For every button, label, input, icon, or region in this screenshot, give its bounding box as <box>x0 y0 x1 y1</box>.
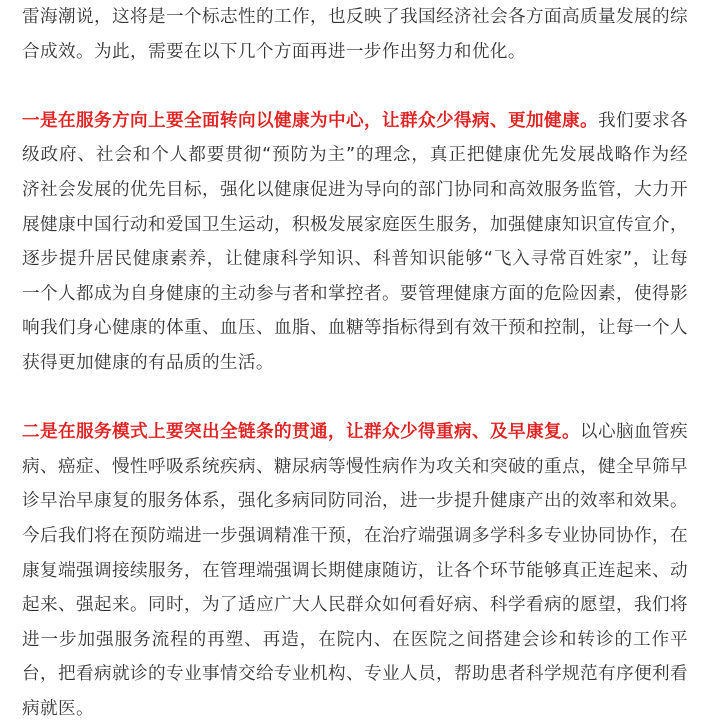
point-two-paragraph <box>22 415 688 726</box>
point-one-heading: 一是在服务方向上要全面转向以健康为中心，让群众少得病、更加健康。 <box>22 110 598 131</box>
point-two-body: 以心脑血管疾病、癌症、慢性呼吸系统疾病、糖尿病等慢性病作为攻关和突破的重点，健全早筛早诊早治早康复的服务体系，强化多病同防同治，进一步提升健康产出的效率和效果。今后我们将在预防端进一步强调精准干预，在治疗端强调多学科多专业协同协作，在康复端强调接续服务，在管理端强调长期健康随访，让各个环节能够真正连起来、动起来、强起来。同时，为了适应广大人民群众如何看好病、科学看病的愿望，我们将进一步加强服务流程的再塑、再造，在院内、在医院之间搭建会诊和转诊的工作平台，把看病就诊的专业事情交给专业机构、专业人员，帮助患者科学规范有序便利看病就医。 <box>22 422 688 719</box>
point-one-paragraph <box>22 104 688 381</box>
article-body <box>22 0 688 726</box>
intro-paragraph: 雷海潮说，这将是一个标志性的工作，也反映了我国经济社会各方面高质量发展的综合成效。为此，需要在以下几个方面再进一步作出努力和优化。 <box>22 7 688 62</box>
point-two-heading: 二是在服务模式上要突出全链条的贯通，让群众少得重病、及早康复。 <box>22 422 580 443</box>
point-one-body: 我们要求各级政府、社会和个人都要贯彻“预防为主”的理念，真正把健康优先发展战略作为经济社会发展的优先目标，强化以健康促进为导向的部门协同和高效服务监管，大力开展健康中国行动和爱国卫生运动，积极发展家庭医生服务，加强健康知识宣传宣介，逐步提升居民健康素养，让健康科学知识、科普知识能够“飞入寻常百姓家”，让每一个人都成为自身健康的主动参与者和掌控者。要管理健康方面的危险因素，使得影响我们身心健康的体重、血压、血脂、血糖等指标得到有效干预和控制，让每一个人获得更加健康的有品质的生活。 <box>22 110 688 373</box>
